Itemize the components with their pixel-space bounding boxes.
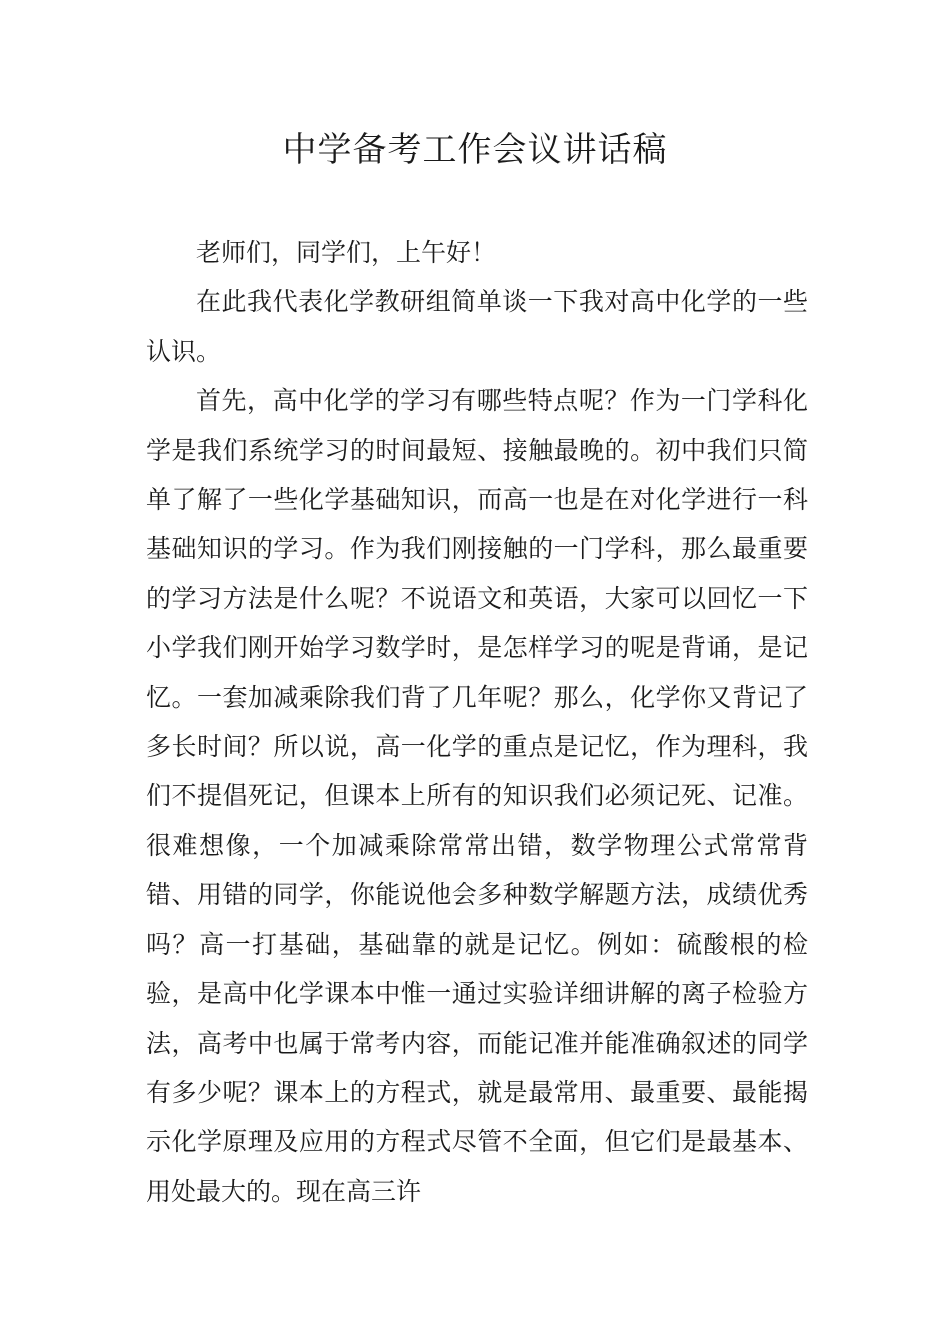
main-paragraph: 首先，高中化学的学习有哪些特点呢？作为一门学科化学是我们系统学习的时间最短、接触最晚的。初中我们只简单了解了一些化学基础知识，而高一也是在对化学进行一科基础知识的学习。作为我们刚接触的一门学科，那么最重要的学习方法是什么呢？不说语文和英语，大家可以回忆一下小学我们刚开始学习数学时，是怎样学习的呢是背诵，是记忆。一套加减乘除我们背了几年呢？那么，化学你又背记了多长时间？所以说，高一化学的重点是记忆，作为理科，我们不提倡死记，但课本上所有的知识我们必须记死、记准。很难想像，一个加减乘除常常出错，数学物理公式常常背错、用错的同学，你能说他会多种数学解题方法，成绩优秀吗？高一打基础，基础靠的就是记忆。例如：硫酸根的检验，是高中化学课本中惟一通过实验详细讲解的离子检验方法，高考中也属于常考内容，而能记准并能准确叙述的同学有多少呢？课本上的方程式，就是最常用、最重要、最能揭示化学原理及应用的方程式尽管不全面，但它们是最基本、用处最大的。现在高三许 [146, 386, 808, 1206]
greeting-paragraph: 老师们，同学们，上午好！ [196, 238, 497, 267]
intro-paragraph: 在此我代表化学教研组简单谈一下我对高中化学的一些认识。 [146, 287, 808, 366]
document-title: 中学备考工作会议讲话稿 [282, 130, 668, 170]
document-body [146, 228, 808, 1216]
